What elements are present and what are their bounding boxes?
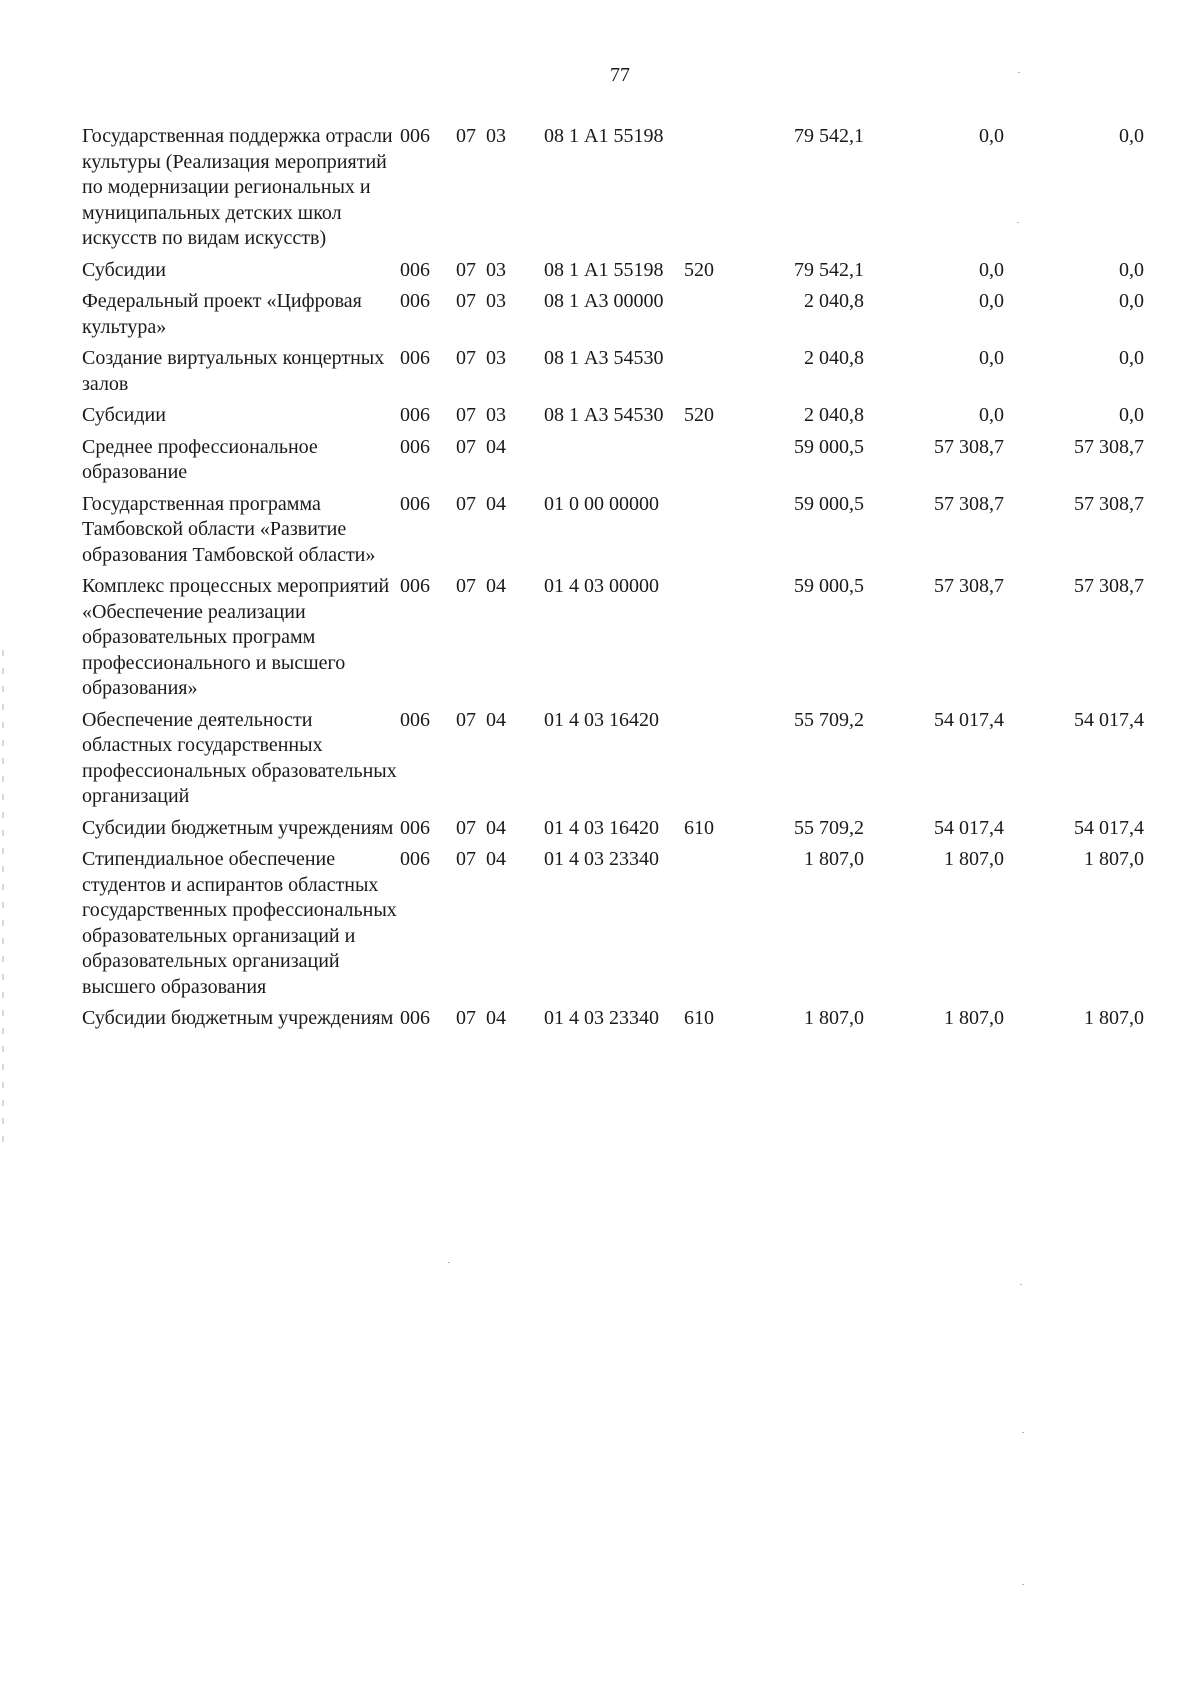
row-name: Субсидии бюджетным учреждениям xyxy=(82,816,394,839)
row-name: Субсидии xyxy=(82,404,166,426)
row-amount-year3: 0,0 xyxy=(1119,347,1144,369)
row-ved: 006 xyxy=(400,125,430,147)
scan-speck xyxy=(1017,222,1019,223)
scan-speck xyxy=(1022,1584,1024,1585)
row-amount-year1: 2 040,8 xyxy=(804,347,864,369)
row-amount-year2: 0,0 xyxy=(979,404,1004,426)
row-pr: 04 xyxy=(486,708,506,731)
row-amount-year1: 59 000,5 xyxy=(794,435,864,458)
row-amount-year2: 57 308,7 xyxy=(934,492,1004,515)
row-rz: 07 xyxy=(456,404,476,426)
row-rz: 07 xyxy=(456,575,476,597)
row-pr: 03 xyxy=(486,404,506,426)
row-rz: 07 xyxy=(456,708,476,731)
row-name: Государственная программа Тамбовской области «Развитие образования Тамбовской области» xyxy=(82,492,376,566)
row-vr: 610 xyxy=(684,1007,714,1029)
row-name: Федеральный проект «Цифровая культура» xyxy=(82,290,362,338)
table-row xyxy=(82,124,1172,252)
row-amount-year3: 0,0 xyxy=(1119,290,1144,312)
row-vr: 610 xyxy=(684,816,714,839)
row-ved: 006 xyxy=(400,816,430,839)
scan-edge-artifact xyxy=(2,650,4,1150)
row-pr: 04 xyxy=(486,848,506,870)
row-amount-year1: 2 040,8 xyxy=(804,290,864,312)
row-amount-year1: 59 000,5 xyxy=(794,575,864,597)
row-ved: 006 xyxy=(400,1007,430,1029)
row-ved: 006 xyxy=(400,404,430,426)
table-row xyxy=(82,708,1172,810)
row-amount-year3: 57 308,7 xyxy=(1074,492,1144,515)
row-csr: 08 1 А3 00000 xyxy=(544,290,664,312)
table-row xyxy=(82,289,1172,340)
row-amount-year3: 1 807,0 xyxy=(1084,1007,1144,1029)
row-amount-year2: 54 017,4 xyxy=(934,708,1004,731)
table-row xyxy=(82,258,1172,284)
row-amount-year1: 79 542,1 xyxy=(794,258,864,281)
row-amount-year1: 55 709,2 xyxy=(794,816,864,839)
row-rz: 07 xyxy=(456,848,476,870)
row-rz: 07 xyxy=(456,1007,476,1029)
row-rz: 07 xyxy=(456,492,476,515)
row-csr: 08 1 А3 54530 xyxy=(544,404,664,426)
table-row xyxy=(82,816,1172,842)
row-vr: 520 xyxy=(684,404,714,426)
row-rz: 07 xyxy=(456,290,476,312)
row-rz: 07 xyxy=(456,435,476,458)
row-amount-year3: 1 807,0 xyxy=(1084,848,1144,870)
row-name: Субсидии xyxy=(82,258,166,281)
table-row xyxy=(82,847,1172,1000)
row-rz: 07 xyxy=(456,347,476,369)
row-csr: 01 4 03 23340 xyxy=(544,1007,659,1029)
table-row xyxy=(82,1006,1172,1032)
row-amount-year2: 1 807,0 xyxy=(944,848,1004,870)
row-pr: 04 xyxy=(486,492,506,515)
row-amount-year3: 0,0 xyxy=(1119,404,1144,426)
row-ved: 006 xyxy=(400,708,430,731)
row-csr: 08 1 А1 55198 xyxy=(544,258,664,281)
row-pr: 04 xyxy=(486,816,506,839)
scan-speck xyxy=(1022,1432,1024,1433)
row-pr: 04 xyxy=(486,435,506,458)
scan-speck xyxy=(1020,1284,1022,1285)
row-ved: 006 xyxy=(400,290,430,312)
row-name: Создание виртуальных концертных залов xyxy=(82,347,385,395)
table-row xyxy=(82,574,1172,702)
row-amount-year2: 0,0 xyxy=(979,290,1004,312)
row-csr: 01 4 03 16420 xyxy=(544,816,659,839)
row-amount-year1: 1 807,0 xyxy=(804,848,864,870)
page-number: 77 xyxy=(610,64,630,86)
row-vr: 520 xyxy=(684,258,714,281)
row-pr: 03 xyxy=(486,125,506,147)
row-rz: 07 xyxy=(456,125,476,147)
row-amount-year1: 55 709,2 xyxy=(794,708,864,731)
row-csr: 01 0 00 00000 xyxy=(544,492,659,515)
row-pr: 03 xyxy=(486,290,506,312)
row-amount-year3: 57 308,7 xyxy=(1074,575,1144,597)
row-amount-year2: 0,0 xyxy=(979,347,1004,369)
row-ved: 006 xyxy=(400,848,430,870)
row-name: Среднее профессиональное образование xyxy=(82,435,318,483)
row-amount-year1: 2 040,8 xyxy=(804,404,864,426)
row-amount-year2: 1 807,0 xyxy=(944,1007,1004,1029)
row-rz: 07 xyxy=(456,816,476,839)
row-amount-year2: 0,0 xyxy=(979,258,1004,281)
row-amount-year1: 79 542,1 xyxy=(794,125,864,147)
row-csr: 08 1 А1 55198 xyxy=(544,125,664,147)
table-row xyxy=(82,346,1172,397)
table-row xyxy=(82,492,1172,569)
row-name: Субсидии бюджетным учреждениям xyxy=(82,1007,394,1029)
row-name: Обеспечение деятельности областных государственных профессиональных образовательных организаций xyxy=(82,708,397,807)
row-rz: 07 xyxy=(456,258,476,281)
row-amount-year2: 0,0 xyxy=(979,125,1004,147)
row-amount-year2: 57 308,7 xyxy=(934,435,1004,458)
row-pr: 04 xyxy=(486,575,506,597)
row-name: Комплекс процессных мероприятий «Обеспечение реализации образовательных программ профессионального и высшего образования» xyxy=(82,575,390,699)
budget-table xyxy=(82,124,1172,1038)
scan-speck xyxy=(1018,72,1020,73)
row-amount-year3: 54 017,4 xyxy=(1074,708,1144,731)
table-row xyxy=(82,403,1172,429)
scan-speck xyxy=(448,1262,450,1263)
row-ved: 006 xyxy=(400,435,430,458)
table-row xyxy=(82,435,1172,486)
row-amount-year3: 0,0 xyxy=(1119,258,1144,281)
row-pr: 03 xyxy=(486,258,506,281)
row-ved: 006 xyxy=(400,347,430,369)
row-csr: 01 4 03 00000 xyxy=(544,575,659,597)
row-csr: 01 4 03 16420 xyxy=(544,708,659,731)
row-amount-year1: 59 000,5 xyxy=(794,492,864,515)
row-ved: 006 xyxy=(400,258,430,281)
row-pr: 03 xyxy=(486,347,506,369)
row-csr: 01 4 03 23340 xyxy=(544,848,659,870)
row-ved: 006 xyxy=(400,492,430,515)
row-ved: 006 xyxy=(400,575,430,597)
row-amount-year2: 54 017,4 xyxy=(934,816,1004,839)
row-amount-year3: 0,0 xyxy=(1119,125,1144,147)
row-amount-year3: 57 308,7 xyxy=(1074,435,1144,458)
row-csr: 08 1 А3 54530 xyxy=(544,347,664,369)
row-amount-year2: 57 308,7 xyxy=(934,575,1004,597)
row-amount-year1: 1 807,0 xyxy=(804,1007,864,1029)
row-name: Государственная поддержка отрасли культуры (Реализация мероприятий по модернизации региональных и муниципальных детских школ искусств по видам искусств) xyxy=(82,125,393,249)
row-pr: 04 xyxy=(486,1007,506,1029)
row-name: Стипендиальное обеспечение студентов и аспирантов областных государственных профессиональных образовательных организаций и образовательных организаций высшего образования xyxy=(82,848,397,998)
row-amount-year3: 54 017,4 xyxy=(1074,816,1144,839)
